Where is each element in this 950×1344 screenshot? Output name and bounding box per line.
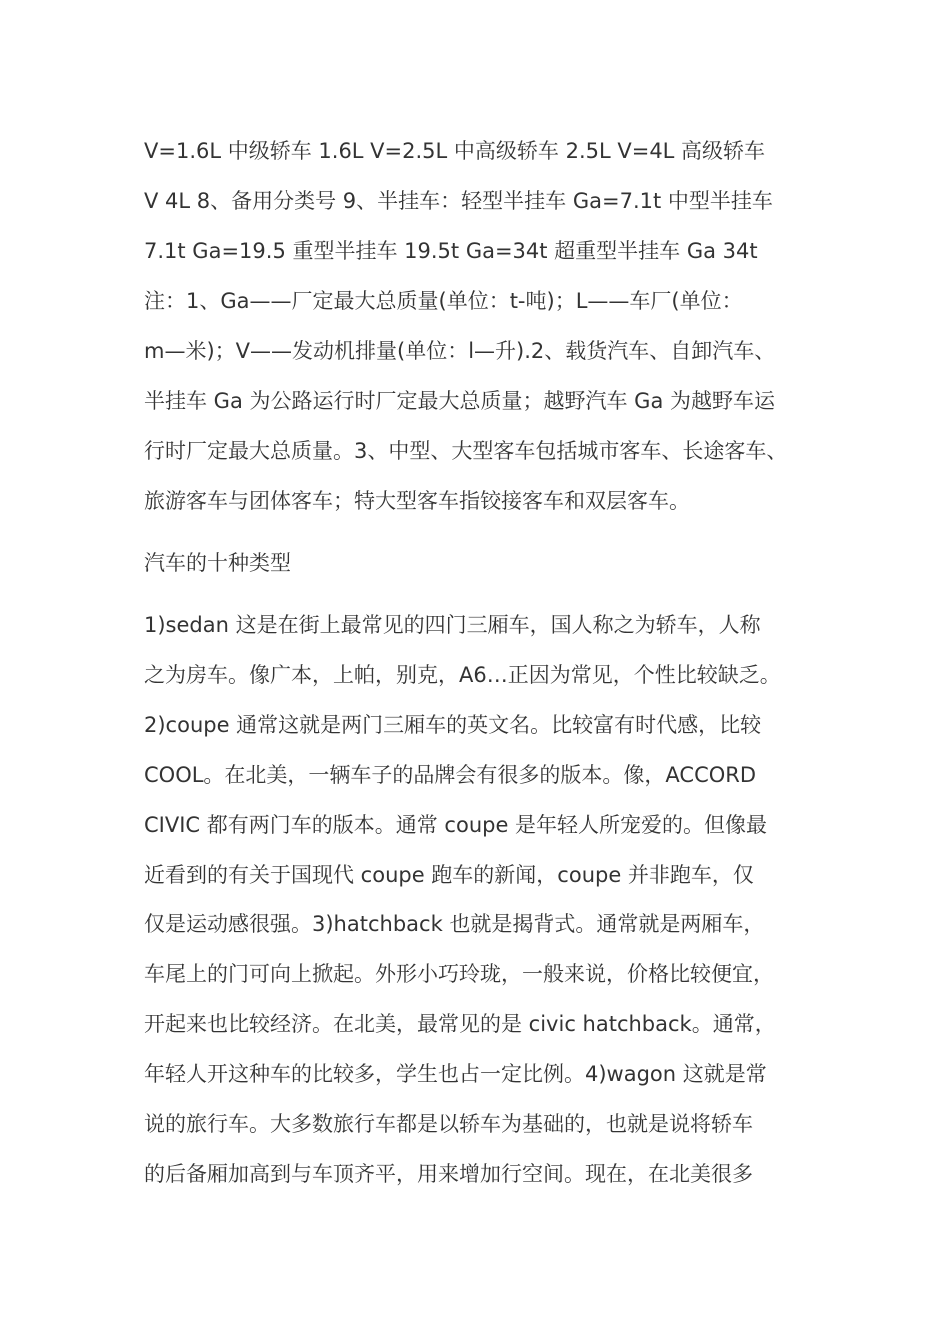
text-line: V 4L 8、备用分类号 9、半挂车：轻型半挂车 Ga=7.1t 中型半挂车 [144, 189, 773, 213]
text-line: 近看到的有关于国现代 coupe 跑车的新闻，coupe 并非跑车，仅 [144, 863, 754, 887]
text-line: CIVIC 都有两门车的版本。通常 coupe 是年轻人所宠爱的。但像最 [144, 813, 768, 837]
text-line: 开起来也比较经济。在北美，最常见的是 civic hatchback。通常， [144, 1012, 776, 1036]
text-line: 年轻人开这种车的比较多，学生也占一定比例。4)wagon 这就是常 [144, 1062, 767, 1086]
text-line: 半挂车 Ga 为公路运行时厂定最大总质量；越野汽车 Ga 为越野车运 [144, 389, 775, 413]
text-line: m—米)；V——发动机排量(单位：l—升).2、载货汽车、自卸汽车、 [144, 339, 776, 363]
text-line: 说的旅行车。大多数旅行车都是以轿车为基础的，也就是说将轿车 [144, 1112, 753, 1136]
text-line: 仅是运动感很强。3)hatchback 也就是揭背式。通常就是两厢车， [144, 912, 765, 936]
text-line: 2)coupe 通常这就是两门三厢车的英文名。比较富有时代感，比较 [144, 713, 762, 737]
text-line: 旅游客车与团体客车；特大型客车指铰接客车和双层客车。 [144, 489, 690, 513]
text-line: 1)sedan 这是在街上最常见的四门三厢车，国人称之为轿车，人称 [144, 613, 761, 637]
text-line: V=1.6L 中级轿车 1.6L V=2.5L 中高级轿车 2.5L V=4L 高级轿车 [144, 139, 766, 163]
text-line: COOL。在北美，一辆车子的品牌会有很多的版本。像，ACCORD [144, 763, 757, 787]
text-line: 之为房车。像广本，上帕，别克，A6…正因为常见，个性比较缺乏。 [144, 663, 781, 687]
text-line: 注：1、Ga——厂定最大总质量(单位：t-吨)；L——车厂(单位： [144, 289, 743, 313]
text-line: 行时厂定最大总质量。3、中型、大型客车包括城市客车、长途客车、 [144, 439, 788, 463]
section-heading: 汽车的十种类型 [144, 551, 291, 575]
text-line: 车尾上的门可向上掀起。外形小巧玲珑，一般来说，价格比较便宜， [144, 962, 774, 986]
text-line: 的后备厢加高到与车顶齐平，用来增加行空间。现在，在北美很多 [144, 1162, 753, 1186]
text-line: 7.1t Ga=19.5 重型半挂车 19.5t Ga=34t 超重型半挂车 Ga 34t [144, 239, 758, 263]
